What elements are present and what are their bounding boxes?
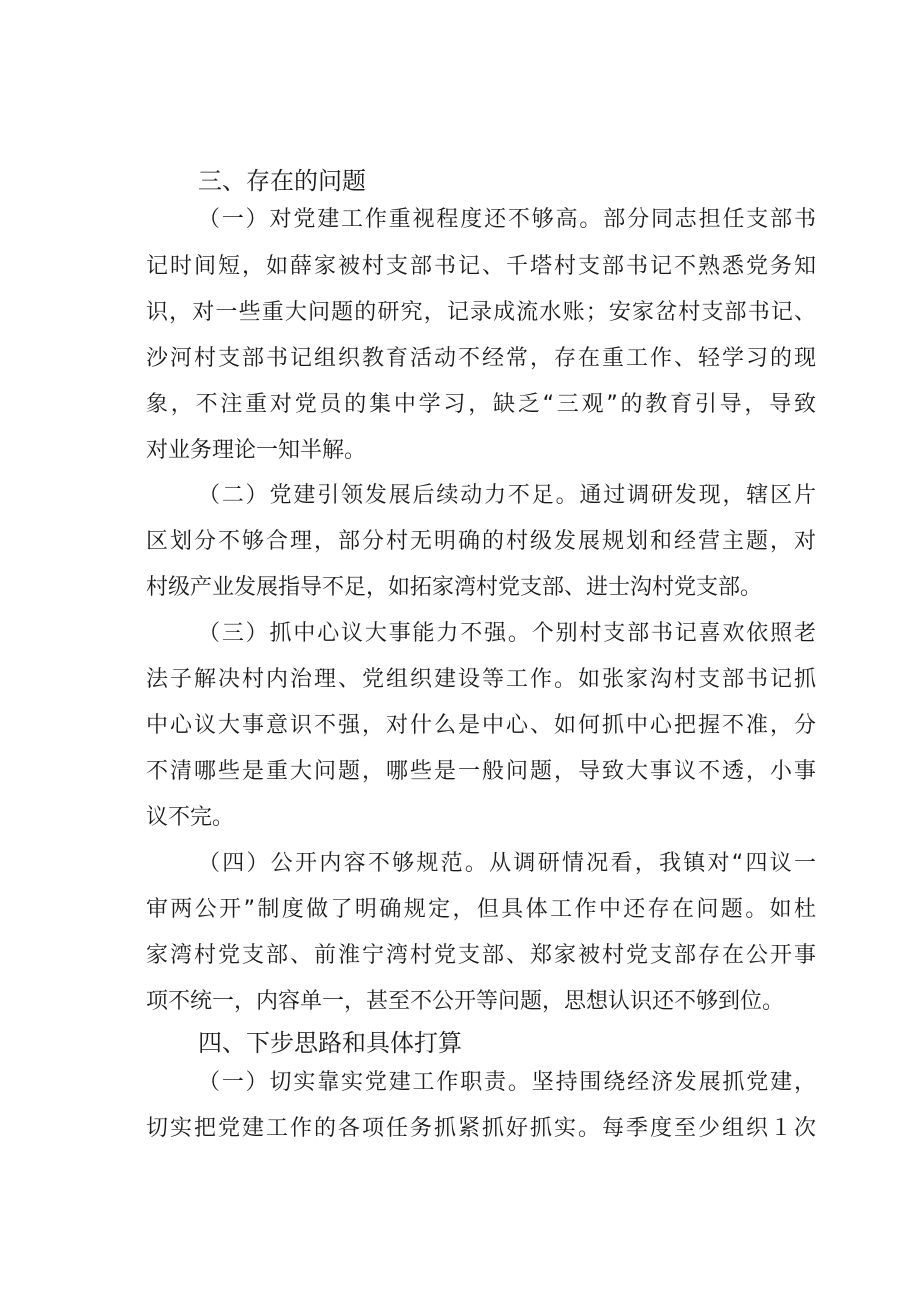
paragraph-line: 切实把党建工作的各项任务抓紧抓好抓实。每季度至少组织１次 bbox=[146, 1116, 816, 1141]
section-heading-next-steps: 四、下步思路和具体打算 bbox=[198, 1029, 462, 1057]
paragraph-line: （一）切实靠实党建工作职责。坚持围绕经济发展抓党建， bbox=[198, 1070, 816, 1095]
paragraph-line: 家湾村党支部、前淮宁湾村党支部、郑家被村党支部存在公开事 bbox=[146, 943, 816, 968]
section-heading-problems: 三、存在的问题 bbox=[198, 167, 366, 195]
paragraph-line: 记时间短，如薛家被村支部书记、千塔村支部书记不熟悉党务知 bbox=[146, 254, 816, 279]
paragraph-line: 中心议大事意识不强，对什么是中心、如何抓中心把握不准，分 bbox=[146, 713, 816, 738]
paragraph-line: 议不完。 bbox=[146, 805, 235, 830]
paragraph-line: 沙河村支部书记组织教育活动不经常，存在重工作、轻学习的现 bbox=[146, 346, 816, 371]
paragraph-line: 象，不注重对党员的集中学习，缺乏“三观”的教育引导，导致 bbox=[146, 392, 816, 417]
paragraph-line: （三）抓中心议大事能力不强。个别村支部书记喜欢依照老 bbox=[198, 621, 816, 646]
paragraph-line: 对业务理论一知半解。 bbox=[146, 438, 367, 463]
paragraph-line: （四）公开内容不够规范。从调研情况看，我镇对“四议一 bbox=[198, 851, 816, 876]
paragraph-line: 村级产业发展指导不足，如拓家湾村党支部、进士沟村党支部。 bbox=[146, 575, 763, 600]
paragraph-line: 识，对一些重大问题的研究，记录成流水账；安家岔村支部书记、 bbox=[146, 300, 816, 325]
paragraph-line: 区划分不够合理，部分村无明确的村级发展规划和经营主题，对 bbox=[146, 529, 816, 554]
paragraph-line: 项不统一，内容单一，甚至不公开等问题，思想认识还不够到位。 bbox=[146, 989, 785, 1014]
paragraph-line: （一）对党建工作重视程度还不够高。部分同志担任支部书 bbox=[198, 207, 816, 232]
paragraph-line: （二）党建引领发展后续动力不足。通过调研发现，辖区片 bbox=[198, 483, 816, 508]
paragraph-line: 审两公开”制度做了明确规定，但具体工作中还存在问题。如杜 bbox=[146, 897, 816, 922]
paragraph-line: 法子解决村内治理、党组织建设等工作。如张家沟村支部书记抓 bbox=[146, 667, 816, 692]
paragraph-line: 不清哪些是重大问题，哪些是一般问题，导致大事议不透，小事 bbox=[146, 759, 816, 784]
